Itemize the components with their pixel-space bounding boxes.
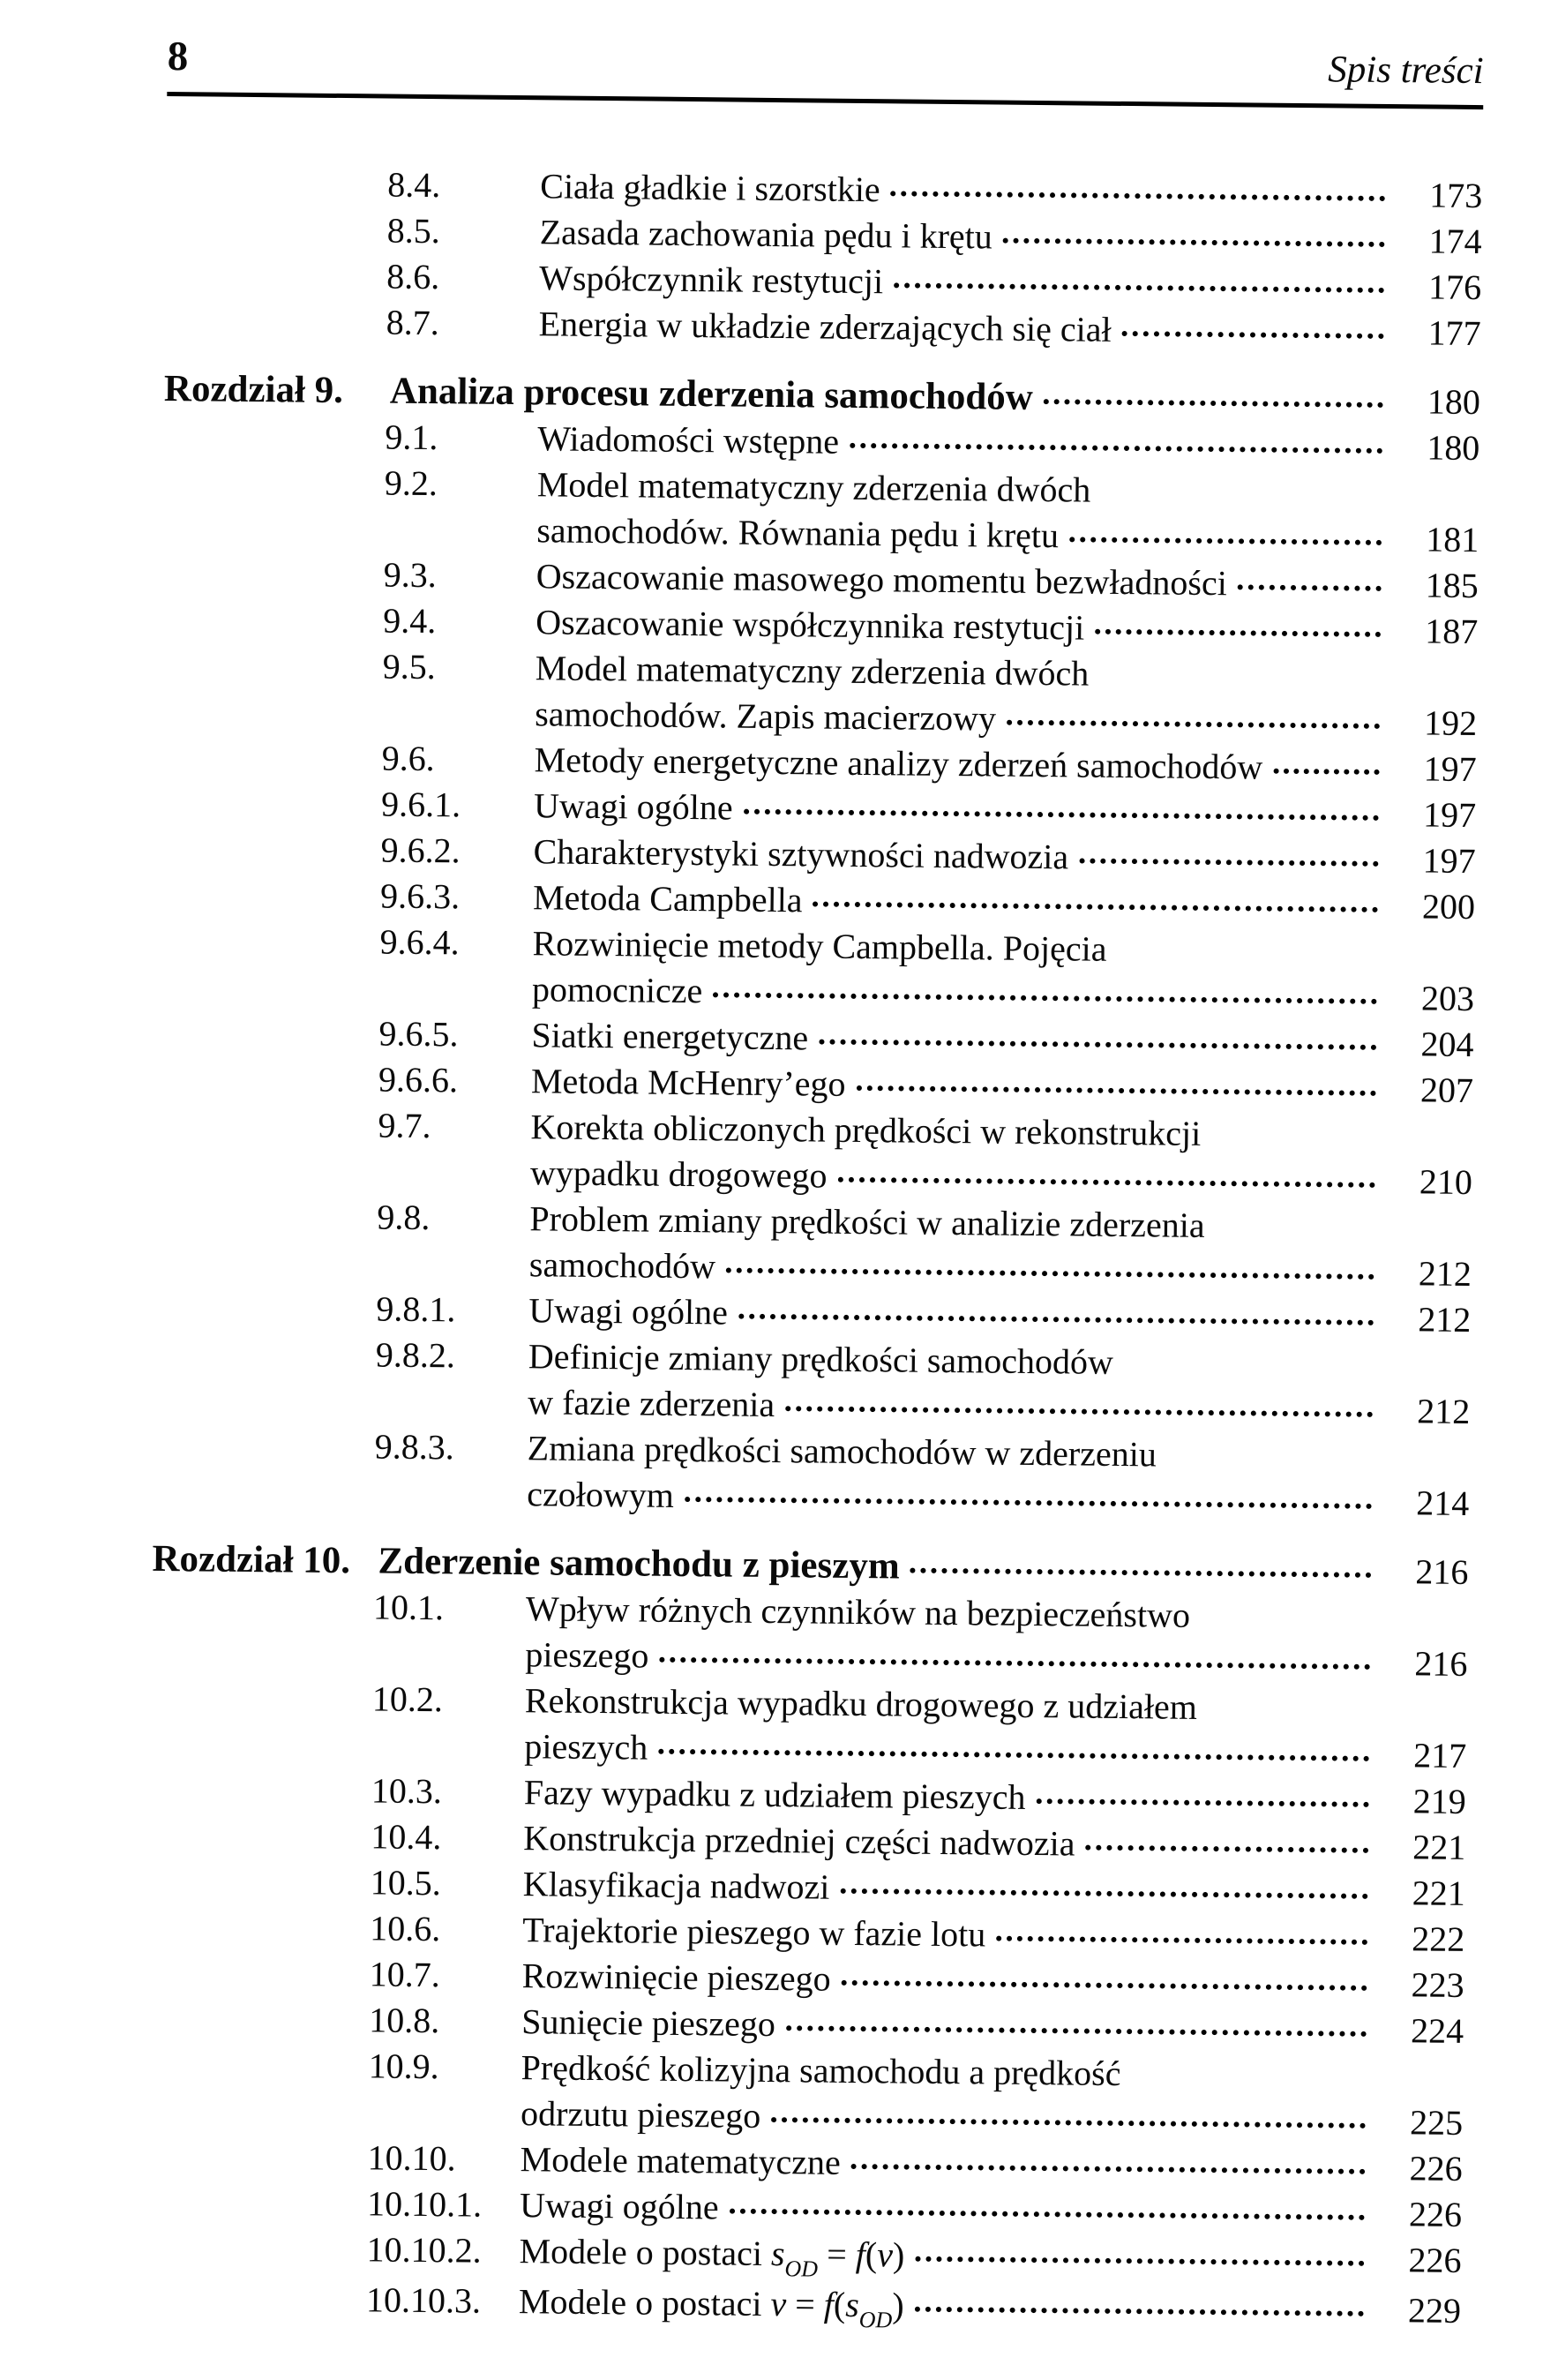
toc-section-entry	[158, 917, 1475, 1022]
entry-number: 9.2.	[384, 462, 438, 504]
dot-leader	[685, 1497, 1372, 1509]
entry-number: 9.8.3.	[374, 1426, 455, 1468]
dot-leader	[659, 1657, 1370, 1670]
dot-leader	[1069, 537, 1382, 545]
page-number: 8	[167, 34, 189, 80]
entry-number: 8.4.	[387, 164, 441, 206]
entry-page: 177	[1427, 312, 1481, 354]
entry-page: 210	[1419, 1161, 1473, 1203]
entry-title: Rozwinięcie metody Campbella. Pojęcia	[532, 923, 1107, 969]
entry-title: Sunięcie pieszego	[521, 2001, 776, 2045]
entry-title: samochodów	[528, 1244, 716, 1287]
entry-page: 221	[1412, 1827, 1466, 1867]
entry-title: Modele o postaci $v = f(s_{OD})$	[518, 2281, 904, 2333]
dot-leader	[910, 1568, 1372, 1578]
entry-number: 10.10.1.	[366, 2183, 483, 2225]
entry-number	[382, 725, 535, 726]
dot-leader	[1007, 720, 1380, 729]
toc-list	[145, 160, 1483, 2339]
dot-leader	[915, 2256, 1364, 2266]
entry-page: 225	[1409, 2102, 1464, 2143]
dot-leader	[915, 2307, 1364, 2316]
entry-title: Analiza procesu zderzenia samochodów	[389, 370, 1034, 418]
entry-title: samochodów. Zapis macierzowy	[534, 694, 997, 739]
entry-title: Uwagi ogólne	[533, 785, 733, 828]
dot-leader	[851, 2164, 1366, 2174]
dot-leader	[1079, 859, 1379, 867]
dot-leader	[1121, 331, 1383, 339]
entry-page: 192	[1423, 702, 1478, 744]
entry-title: Uwagi ogólne	[519, 2185, 719, 2227]
dot-leader	[819, 1040, 1376, 1050]
entry-page: 224	[1410, 2010, 1464, 2051]
entry-number: 10.9.	[368, 2046, 439, 2087]
entry-page: 180	[1427, 427, 1480, 469]
entry-title: w fazie zderzenia	[528, 1382, 775, 1425]
toc-section-entry	[154, 1330, 1471, 1435]
dot-leader	[837, 1177, 1374, 1188]
entry-number: 9.8.2.	[375, 1334, 456, 1376]
dot-leader	[840, 1888, 1367, 1899]
entry-title: Wpływ różnych czynników na bezpieczeństwo	[525, 1588, 1191, 1635]
entry-title: samochodów. Równania pędu i krętu	[536, 510, 1060, 556]
dot-leader	[1036, 1798, 1368, 1807]
entry-title: Prędkość kolizyjna samochodu a prędkość	[521, 2047, 1121, 2094]
dot-leader	[744, 809, 1380, 821]
entry-number: 9.6.	[381, 738, 435, 779]
dot-leader	[658, 1749, 1369, 1761]
entry-page: 173	[1428, 175, 1483, 216]
dot-leader	[730, 2209, 1366, 2220]
dot-leader	[785, 1406, 1373, 1417]
dot-leader	[1238, 584, 1382, 591]
dot-leader	[1273, 769, 1379, 775]
entry-page: 203	[1420, 978, 1475, 1019]
entry-number	[379, 999, 532, 1001]
entry-number: 9.6.6.	[378, 1059, 459, 1100]
toc-section-entry	[155, 1192, 1472, 1297]
entry-number	[377, 1274, 529, 1276]
dot-leader	[786, 2025, 1367, 2037]
entry-title: pieszych	[524, 1726, 648, 1768]
entry-page: 207	[1419, 1070, 1474, 1111]
entry-number: 8.5.	[386, 210, 440, 252]
entry-page: 204	[1420, 1024, 1474, 1065]
toc-section-entry	[161, 642, 1478, 747]
entry-number: Rozdział 10.	[152, 1537, 351, 1582]
entry-page: 229	[1407, 2290, 1462, 2331]
dot-leader	[771, 2117, 1366, 2128]
entry-number: 10.8.	[368, 2000, 440, 2041]
entry-page: 223	[1411, 1964, 1464, 2005]
dot-leader	[738, 1314, 1374, 1325]
entry-title: Metody energetyczne analizy zderzeń samochodów	[534, 740, 1263, 787]
entry-number: 10.2.	[371, 1678, 444, 1720]
entry-title: Ciała gładkie i szorstkie	[540, 166, 880, 210]
entry-number: 10.6.	[370, 1908, 441, 1949]
entry-number: 9.6.3.	[379, 875, 461, 917]
entry-title: Oszacowanie współczynnika restytucji	[536, 602, 1085, 648]
dot-leader	[1044, 399, 1383, 408]
entry-title: Konstrukcja przedniej części nadwozia	[523, 1818, 1075, 1864]
entry-page: 187	[1424, 611, 1479, 652]
entry-title: pomocnicze	[531, 969, 703, 1011]
entry-page: 217	[1413, 1735, 1467, 1776]
entry-title: Klasyfikacja nadwozi	[522, 1864, 830, 1907]
entry-title: Rekonstrukcja wypadku drogowego z udziałem	[524, 1680, 1198, 1727]
entry-title: Siatki energetyczne	[531, 1015, 809, 1058]
entry-number	[378, 1182, 530, 1184]
entry-page: 214	[1415, 1483, 1470, 1524]
entry-page: 216	[1415, 1551, 1469, 1593]
entry-page: 212	[1417, 1391, 1471, 1432]
entry-number: 10.10.3.	[365, 2279, 482, 2321]
entry-title: Zmiana prędkości samochodów w zderzeniu	[527, 1428, 1157, 1475]
entry-number: 9.7.	[378, 1105, 431, 1146]
entry-number: 10.5.	[370, 1862, 442, 1903]
entry-number	[368, 2123, 521, 2125]
toc-section-entry	[151, 1582, 1468, 1687]
toc-section-entry	[162, 458, 1479, 563]
entry-number	[372, 1664, 525, 1666]
entry-title: Modele matematyczne	[520, 2139, 842, 2182]
entry-number: 9.1.	[385, 417, 438, 458]
entry-title: Oszacowanie masowego momentu bezwładności	[536, 556, 1228, 604]
dot-leader	[842, 1980, 1367, 1991]
entry-title: Zderzenie samochodu z pieszym	[378, 1540, 900, 1588]
entry-page: 216	[1414, 1643, 1468, 1685]
entry-page: 212	[1418, 1253, 1472, 1295]
entry-number: 10.4.	[371, 1816, 442, 1858]
entry-title: Współczynnik restytucji	[538, 258, 884, 302]
entry-number: 10.3.	[371, 1770, 443, 1812]
entry-number: 9.3.	[383, 554, 438, 596]
entry-page: 226	[1408, 2240, 1462, 2280]
entry-number: 9.6.4.	[379, 921, 460, 963]
toc-section-entry	[153, 1422, 1470, 1527]
entry-page: 197	[1422, 794, 1477, 836]
entry-number: Rozdział 9.	[163, 367, 344, 412]
entry-title: odrzutu pieszego	[520, 2093, 761, 2136]
dot-leader	[894, 282, 1384, 293]
entry-title: wypadku drogowego	[529, 1152, 828, 1196]
entry-title: Modele o postaci $s_{OD} = f(v)$	[519, 2231, 905, 2282]
dot-leader	[1085, 1845, 1368, 1853]
entry-title: Uwagi ogólne	[528, 1290, 729, 1333]
entry-page: 181	[1426, 519, 1479, 560]
entry-page: 180	[1427, 381, 1481, 423]
header-rule	[167, 92, 1483, 109]
entry-number	[371, 1756, 524, 1758]
entry-number: 9.5.	[382, 646, 436, 687]
entry-page: 226	[1409, 2148, 1463, 2189]
entry-title: czołowym	[527, 1474, 675, 1515]
entry-number: 10.10.	[367, 2137, 456, 2179]
entry-number: 9.8.	[377, 1197, 431, 1238]
page-header	[167, 34, 1483, 94]
running-title: Spis treści	[1328, 49, 1484, 93]
entry-page: 197	[1423, 748, 1477, 790]
entry-page: 219	[1412, 1781, 1467, 1821]
entry-title: Wiadomości wstępne	[537, 418, 840, 462]
entry-number: 9.4.	[383, 600, 437, 642]
entry-number: 9.8.1.	[376, 1288, 456, 1330]
entry-number: 8.6.	[386, 256, 440, 297]
dot-leader	[850, 443, 1382, 454]
entry-page: 174	[1428, 221, 1482, 262]
entry-number: 10.7.	[369, 1954, 440, 1995]
entry-title: pieszego	[525, 1634, 649, 1676]
entry-number	[375, 1412, 528, 1414]
entry-title: Energia w układzie zderzających się ciał	[538, 304, 1112, 349]
page-content	[145, 34, 1484, 2339]
entry-title: Metoda Campbella	[532, 877, 803, 920]
entry-title: Problem zmiany prędkości w analizie zderzenia	[529, 1198, 1205, 1245]
entry-number: 9.6.5.	[378, 1013, 459, 1055]
entry-title: Metoda McHenry’ego	[530, 1061, 846, 1104]
entry-title: Rozwinięcie pieszego	[521, 1956, 831, 1999]
entry-title: Trajektorie pieszego w fazie lotu	[522, 1910, 986, 1955]
dot-leader	[713, 992, 1377, 1004]
entry-number: 8.7.	[386, 302, 439, 343]
entry-page: 212	[1418, 1299, 1472, 1340]
entry-title: Zasada zachowania pędu i krętu	[539, 212, 993, 257]
dot-leader	[1003, 238, 1385, 247]
dot-leader	[1095, 629, 1381, 637]
dot-leader	[856, 1085, 1375, 1096]
entry-number: 9.6.2.	[380, 830, 461, 871]
entry-number: 9.6.1.	[380, 784, 461, 825]
entry-page: 185	[1425, 565, 1479, 606]
entry-page: 176	[1427, 267, 1482, 308]
entry-number: 10.10.2.	[366, 2229, 482, 2271]
dot-leader	[813, 901, 1378, 912]
entry-title: Model matematyczny zderzenia dwóch	[536, 464, 1091, 510]
entry-title: Korekta obliczonych prędkości w rekonstrukcji	[530, 1107, 1202, 1153]
entry-page: 197	[1422, 840, 1476, 882]
entry-title: Charakterystyki sztywności nadwozia	[533, 831, 1069, 877]
toc-section-entry	[156, 1100, 1473, 1205]
entry-number	[384, 541, 536, 543]
dot-leader	[726, 1267, 1374, 1279]
entry-page: 222	[1411, 1918, 1465, 1959]
entry-page: 200	[1421, 886, 1476, 927]
entry-page: 221	[1412, 1873, 1465, 1913]
dot-leader	[891, 191, 1386, 201]
entry-title: Definicje zmiany prędkości samochodów	[528, 1336, 1114, 1382]
entry-page: 226	[1408, 2194, 1463, 2234]
toc-section-entry	[146, 2041, 1464, 2146]
toc-section-entry	[150, 1674, 1467, 1779]
entry-number: 10.1.	[372, 1587, 445, 1628]
entry-number	[374, 1504, 527, 1505]
entry-title: Fazy wypadku z udziałem pieszych	[523, 1772, 1026, 1817]
dot-leader	[996, 1936, 1367, 1945]
entry-title: Model matematyczny zderzenia dwóch	[535, 648, 1090, 694]
